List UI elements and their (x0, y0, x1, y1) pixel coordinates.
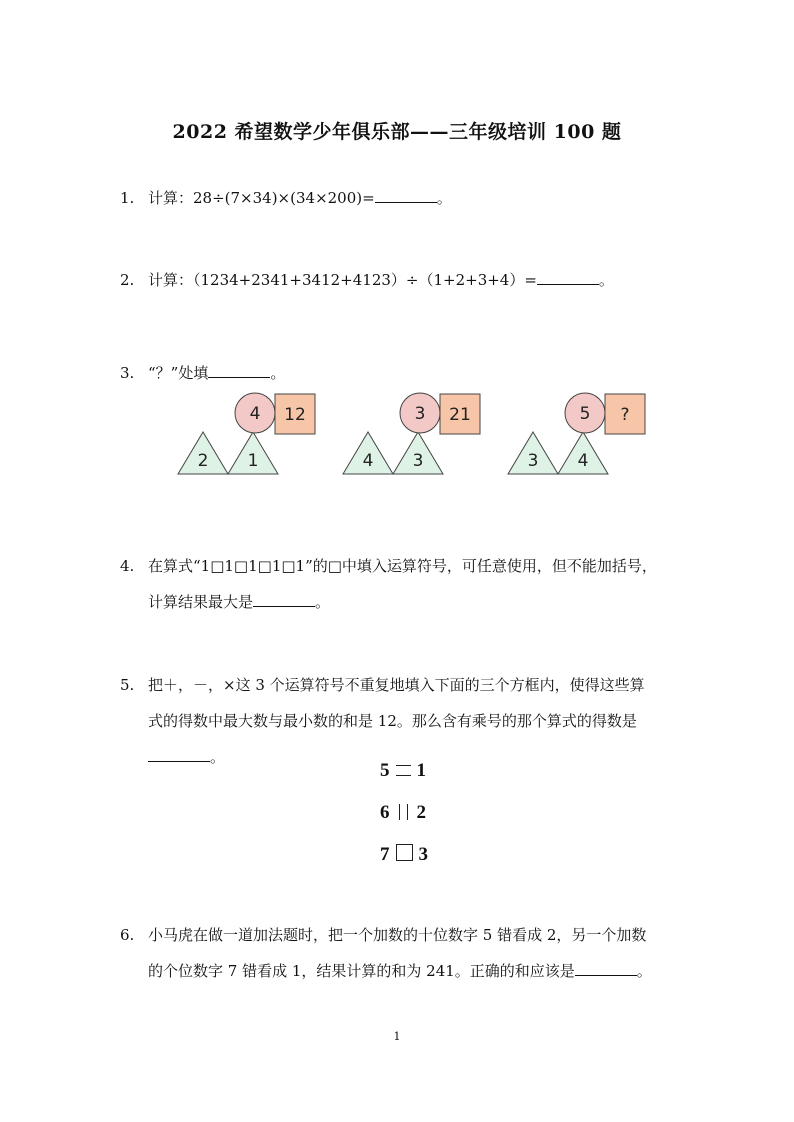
operand: 7 (380, 844, 390, 865)
question-number: 6. (120, 926, 135, 944)
operand: 2 (416, 802, 426, 823)
shape-puzzle-figure (170, 392, 660, 478)
question-number: 3. (120, 364, 135, 382)
operand: 5 (380, 760, 390, 781)
page-number: 1 (393, 1030, 401, 1043)
triangle-right-number: 3 (412, 451, 424, 471)
answer-blank[interactable] (537, 270, 599, 285)
operator-box[interactable] (396, 844, 413, 861)
square-number: 12 (284, 405, 306, 425)
question-text-line: 小马虎在做一道加法题时，把一个加数的十位数字 5 错看成 2，另一个加数 (148, 926, 647, 944)
question-text-line: 把＋，－，×这 3 个运算符号不重复地填入下面的三个方框内，使得这些算 (148, 676, 645, 694)
circle-number: 3 (414, 404, 426, 424)
question-number: 4. (120, 557, 135, 575)
page-title: 2022 希望数学少年俱乐部——三年级培训 100 题 (172, 121, 622, 143)
triangle-left-number: 2 (197, 451, 209, 471)
question-text-line: 在算式“1□1□1□1□1”的□中填入运算符号，可任意使用，但不能加括号， (148, 557, 657, 575)
operator-box[interactable] (396, 762, 411, 778)
triangle-right-number: 1 (247, 451, 259, 471)
punctuation: 。 (598, 271, 614, 289)
question-text-line: 的个位数字 7 错看成 1，结果计算的和为 241。正确的和应该是 (148, 962, 575, 980)
question-4 (120, 548, 680, 620)
question-1 (120, 180, 680, 216)
answer-blank[interactable] (253, 592, 315, 607)
question-number: 5. (120, 676, 135, 694)
question-5 (120, 667, 680, 775)
triangle-right-number: 4 (577, 451, 589, 471)
question-2 (120, 262, 680, 298)
question-number: 1. (120, 189, 135, 207)
operator-box[interactable] (396, 804, 411, 820)
punctuation: 。 (636, 962, 652, 980)
triangle-left-number: 3 (527, 451, 539, 471)
punctuation: 。 (436, 189, 452, 207)
question-3 (120, 355, 680, 391)
equation-row (380, 760, 426, 782)
question-number: 2. (120, 271, 135, 289)
answer-blank[interactable] (208, 363, 270, 378)
square-number: ? (620, 405, 630, 425)
answer-blank[interactable] (575, 961, 637, 976)
answer-blank[interactable] (148, 747, 210, 762)
question-6 (120, 917, 680, 989)
punctuation: 。 (210, 748, 226, 766)
operand: 1 (416, 760, 426, 781)
triangle-left-number: 4 (362, 451, 374, 471)
answer-blank[interactable] (375, 188, 437, 203)
operand: 6 (380, 802, 390, 823)
question-text: 计算：（1234+2341+3412+4123）÷（1+2+3+4）= (148, 271, 537, 289)
question-text: “？”处填 (148, 364, 209, 382)
square-number: 21 (449, 405, 471, 425)
operand: 3 (418, 844, 428, 865)
circle-number: 5 (579, 404, 591, 424)
punctuation: 。 (315, 593, 331, 611)
equation-row (380, 844, 428, 866)
punctuation: 。 (270, 364, 286, 382)
question-text: 计算：28÷(7×34)×(34×200)= (148, 189, 375, 207)
equation-row (380, 802, 426, 824)
question-text-line: 式的得数中最大数与最小数的和是 12。那么含有乘号的那个算式的得数是 (148, 712, 637, 730)
question-text-line: 计算结果最大是 (148, 593, 254, 611)
circle-number: 4 (249, 404, 261, 424)
